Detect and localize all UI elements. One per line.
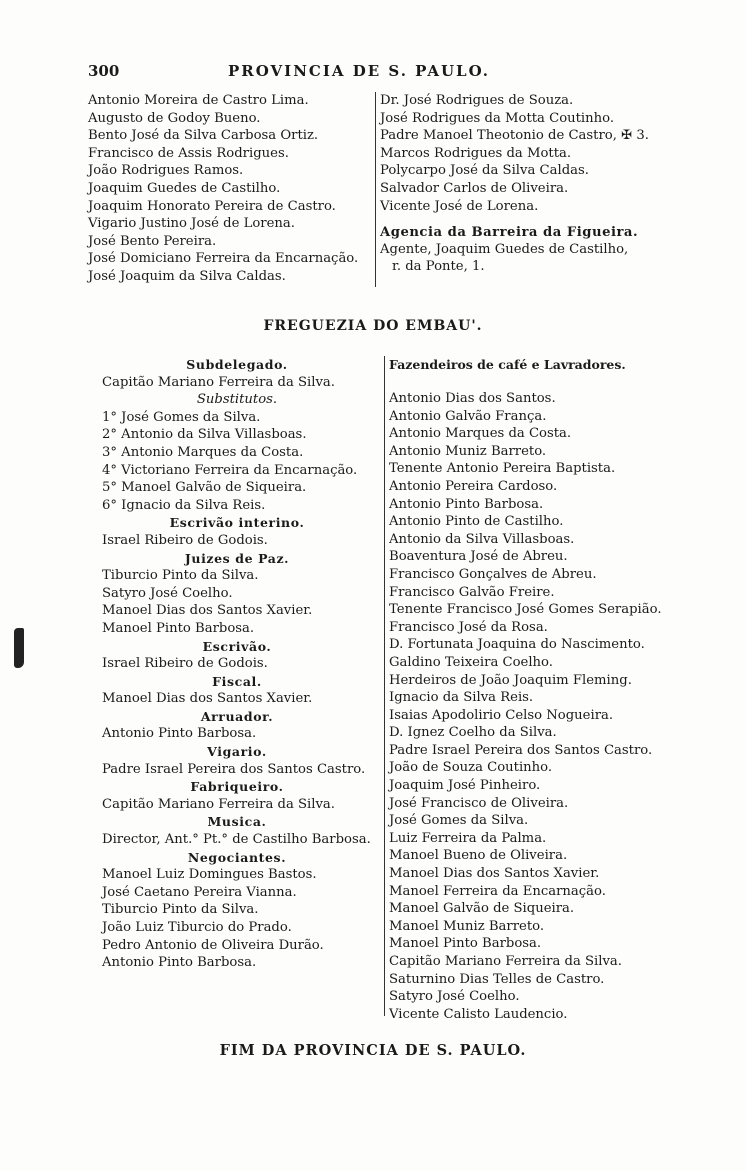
office-holder: 4° Victoriano Ferreira da Encarnação. bbox=[102, 462, 358, 478]
agency-line: Agente, Joaquim Guedes de Castilho, bbox=[380, 241, 629, 257]
name-entry: José Joaquim da Silva Caldas. bbox=[88, 268, 286, 284]
footer-title: FIM DA PROVINCIA DE S. PAULO. bbox=[219, 1042, 527, 1059]
farmer-entry: Antonio Pereira Cardoso. bbox=[389, 478, 558, 494]
farmer-entry: José Francisco de Oliveira. bbox=[389, 795, 569, 811]
farmer-entry: Vicente Calisto Laudencio. bbox=[389, 1006, 568, 1022]
farmer-entry: Antonio Pinto de Castilho. bbox=[389, 514, 564, 530]
farmer-entry: Francisco Gonçalves de Abreu. bbox=[389, 566, 597, 582]
name-entry: Marcos Rodrigues da Motta. bbox=[380, 145, 572, 161]
page-header bbox=[88, 62, 668, 84]
name-entry: Augusto de Godoy Bueno. bbox=[88, 110, 261, 126]
name-entry: Vicente José de Lorena. bbox=[380, 198, 539, 214]
parish-title: FREGUEZIA DO EMBAU'. bbox=[263, 318, 483, 334]
office-holder: Pedro Antonio de Oliveira Durão. bbox=[102, 937, 324, 953]
office-holder: Manoel Dias dos Santos Xavier. bbox=[102, 691, 313, 707]
farmer-entry: D. Ignez Coelho da Silva. bbox=[389, 725, 557, 741]
office-holder: Manoel Dias dos Santos Xavier. bbox=[102, 603, 313, 619]
office-holder: Manoel Pinto Barbosa. bbox=[102, 620, 255, 636]
name-entry: Salvador Carlos de Oliveira. bbox=[380, 180, 569, 196]
name-entry: Padre Manoel Theotonio de Castro, ✠ 3. bbox=[380, 128, 649, 144]
name-entry: José Rodrigues da Motta Coutinho. bbox=[380, 110, 615, 126]
farmer-entry: Francisco Galvão Freire. bbox=[389, 584, 555, 600]
office-heading: Arruador. bbox=[200, 708, 274, 724]
name-entry: Bento José da Silva Carbosa Ortiz. bbox=[88, 128, 319, 144]
office-holder: 5° Manoel Galvão de Siqueira. bbox=[102, 480, 307, 496]
name-entry: José Domiciano Ferreira da Encarnação. bbox=[88, 251, 359, 267]
farmer-entry: Manoel Dias dos Santos Xavier. bbox=[389, 866, 600, 882]
office-heading: Subdelegado. bbox=[186, 357, 288, 372]
farmer-entry: Manoel Ferreira da Encarnação. bbox=[389, 883, 606, 899]
office-holder: Manoel Luiz Domingues Bastos. bbox=[102, 867, 317, 883]
name-entry: Polycarpo José da Silva Caldas. bbox=[380, 163, 589, 179]
name-entry: Joaquim Guedes de Castilho. bbox=[88, 180, 281, 196]
farmer-entry: Luiz Ferreira da Palma. bbox=[389, 830, 547, 846]
section1-right-column bbox=[375, 92, 680, 287]
office-holder: Antonio Pinto Barbosa. bbox=[102, 726, 257, 742]
ink-blot bbox=[14, 628, 24, 668]
farmer-entry: Padre Israel Pereira dos Santos Castro. bbox=[389, 742, 653, 758]
office-holder: 6° Ignacio da Silva Reis. bbox=[102, 497, 266, 513]
office-holder: Israel Ribeiro de Godois. bbox=[102, 532, 268, 548]
farmer-entry: José Gomes da Silva. bbox=[389, 813, 529, 829]
farmer-entry: Antonio Dias dos Santos. bbox=[389, 391, 556, 406]
farmer-entry: Tenente Antonio Pereira Baptista. bbox=[389, 461, 616, 477]
office-holder: 2° Antonio da Silva Villasboas. bbox=[102, 427, 307, 443]
farmer-entry: D. Fortunata Joaquina do Nascimento. bbox=[389, 637, 645, 653]
farmer-entry: Satyro José Coelho. bbox=[389, 989, 520, 1005]
office-holder: Director, Ant.° Pt.° de Castilho Barbosa. bbox=[102, 832, 371, 848]
name-entry: Francisco de Assis Rodrigues. bbox=[88, 145, 289, 161]
name-entry: Antonio Moreira de Castro Lima. bbox=[88, 93, 309, 108]
section2-left-column bbox=[92, 356, 382, 972]
agency-heading: Agencia da Barreira da Figueira. bbox=[380, 225, 639, 241]
office-heading: Fiscal. bbox=[212, 673, 262, 689]
farmer-entry: Galdino Teixeira Coelho. bbox=[389, 654, 553, 670]
farmer-entry: Ignacio da Silva Reis. bbox=[389, 690, 534, 706]
office-heading: Escrivão. bbox=[202, 638, 272, 654]
farmer-entry: Manoel Galvão de Siqueira. bbox=[389, 901, 575, 917]
office-subheading: Substitutos. bbox=[196, 392, 278, 408]
farmer-entry: Antonio Pinto Barbosa. bbox=[389, 496, 544, 512]
farmer-entry: Saturnino Dias Telles de Castro. bbox=[389, 971, 605, 987]
office-heading: Fabriqueiro. bbox=[190, 779, 284, 795]
office-heading: Escrivão interino. bbox=[169, 515, 305, 531]
name-entry: Dr. José Rodrigues de Souza. bbox=[380, 93, 574, 108]
farmer-entry: João de Souza Coutinho. bbox=[389, 760, 553, 776]
office-heading: Musica. bbox=[207, 814, 267, 830]
office-heading: Vigario. bbox=[207, 744, 267, 760]
office-heading: Negociantes. bbox=[187, 849, 287, 865]
farmer-entry: Antonio Muniz Barreto. bbox=[389, 443, 547, 459]
farmer-entry: Joaquim José Pinheiro. bbox=[389, 778, 541, 794]
farmer-entry: Capitão Mariano Ferreira da Silva. bbox=[389, 954, 622, 969]
office-holder: João Luiz Tiburcio do Prado. bbox=[102, 920, 292, 935]
farmer-entry: Antonio da Silva Villasboas. bbox=[389, 531, 575, 547]
section1-left-column bbox=[88, 92, 373, 286]
farmer-entry: Boaventura José de Abreu. bbox=[389, 549, 568, 565]
office-heading: Juizes de Paz. bbox=[184, 550, 290, 566]
running-title: PROVINCIA DE S. PAULO. bbox=[228, 62, 490, 80]
name-entry: Vigario Justino José de Lorena. bbox=[88, 216, 295, 232]
office-holder: Tiburcio Pinto da Silva. bbox=[102, 902, 259, 918]
farmer-entry: Herdeiros de João Joaquim Fleming. bbox=[389, 672, 632, 688]
office-holder: Satyro José Coelho. bbox=[102, 585, 233, 601]
farmer-entry: Manoel Muniz Barreto. bbox=[389, 918, 545, 934]
farmer-entry: Antonio Galvão França. bbox=[389, 408, 547, 424]
office-holder: Tiburcio Pinto da Silva. bbox=[102, 568, 259, 584]
name-entry: José Bento Pereira. bbox=[88, 233, 217, 249]
office-holder: Antonio Pinto Barbosa. bbox=[102, 955, 257, 971]
farmer-entry: Manoel Pinto Barbosa. bbox=[389, 936, 542, 952]
name-entry: Joaquim Honorato Pereira de Castro. bbox=[88, 198, 336, 214]
office-holder: Israel Ribeiro de Godois. bbox=[102, 656, 268, 672]
office-holder: 3° Antonio Marques da Costa. bbox=[102, 444, 304, 460]
farmer-entry: Francisco José da Rosa. bbox=[389, 619, 548, 635]
name-entry: João Rodrigues Ramos. bbox=[88, 163, 244, 179]
section2-right-column bbox=[384, 356, 689, 1022]
farmer-entry: Manoel Bueno de Oliveira. bbox=[389, 848, 568, 864]
farmer-entry: Isaias Apodolirio Celso Nogueira. bbox=[389, 707, 614, 723]
farmer-entry: Tenente Francisco José Gomes Serapião. bbox=[389, 602, 662, 618]
farmers-heading: Fazendeiros de café e Lavradores. bbox=[389, 357, 626, 372]
office-holder: Capitão Mariano Ferreira da Silva. bbox=[102, 796, 335, 812]
agency-line: r. da Ponte, 1. bbox=[392, 259, 485, 275]
office-holder: 1° José Gomes da Silva. bbox=[102, 409, 261, 425]
office-holder: Padre Israel Pereira dos Santos Castro. bbox=[102, 761, 366, 777]
office-holder: José Caetano Pereira Vianna. bbox=[102, 884, 297, 900]
farmer-entry: Antonio Marques da Costa. bbox=[389, 426, 572, 442]
page-number: 300 bbox=[88, 62, 120, 80]
office-holder: Capitão Mariano Ferreira da Silva. bbox=[102, 374, 335, 390]
